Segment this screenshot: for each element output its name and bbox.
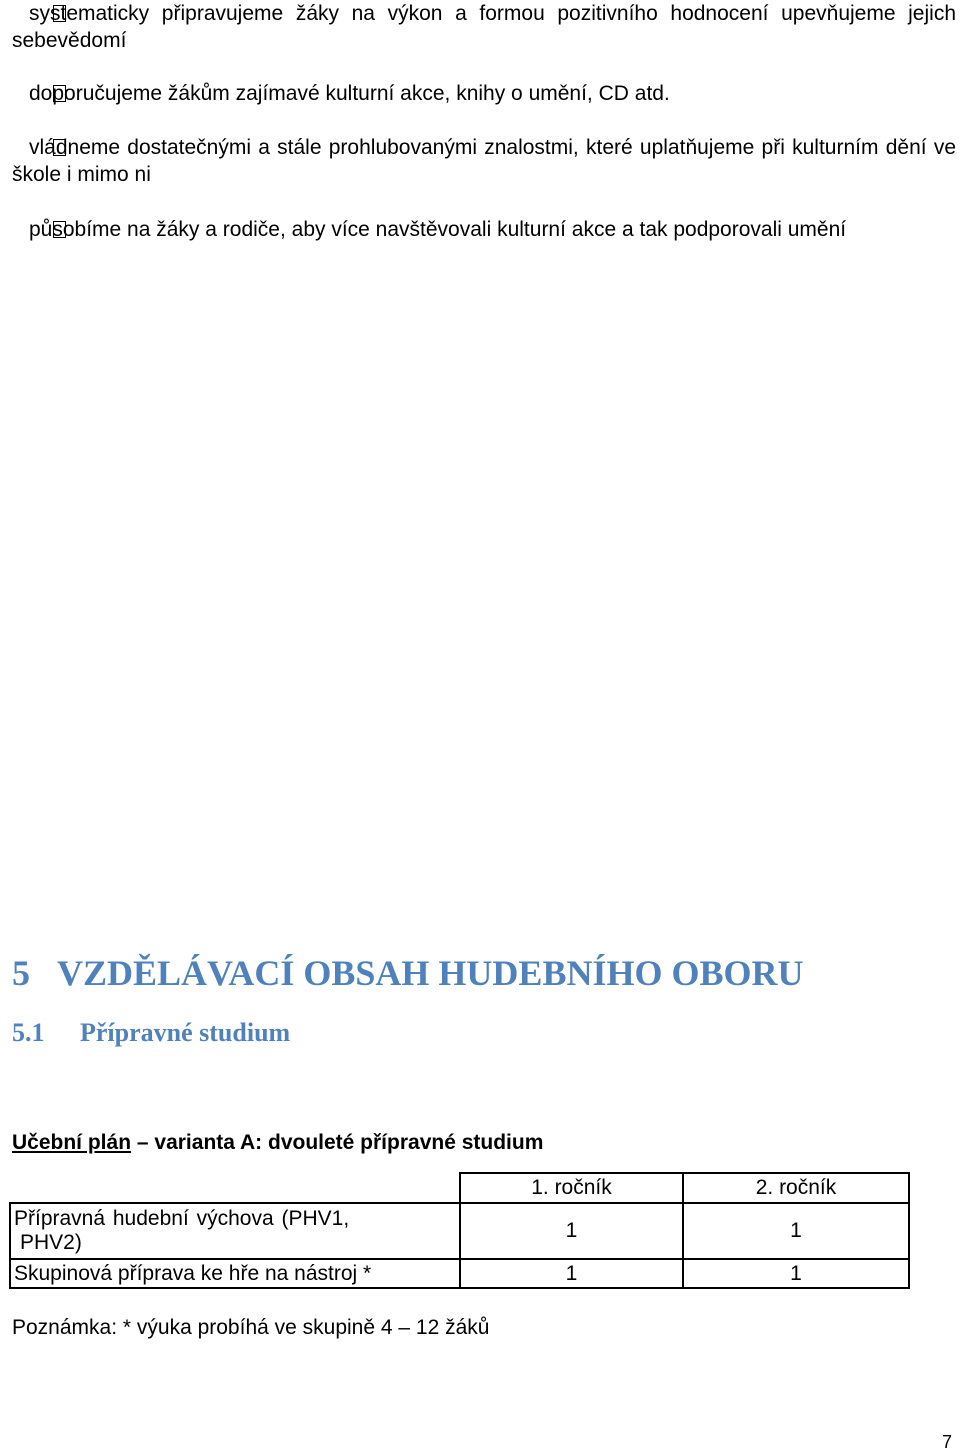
table-header-cell: 2. ročník <box>683 1173 909 1203</box>
table-header-row <box>10 1173 909 1203</box>
bullet-box-icon <box>53 5 66 22</box>
plan-title-dash: – <box>136 1131 149 1154</box>
subject-line: PHV2) <box>20 1231 82 1254</box>
list-item <box>12 216 956 243</box>
list-item-text: působíme na žáky a rodiče, aby více navštěvovali kulturní akce a tak podporovali umění <box>29 218 847 241</box>
list-item <box>12 134 956 188</box>
table-cell: 1 <box>683 1259 909 1288</box>
subsection-title: Přípravné studium <box>80 1018 291 1047</box>
plan-title-rest: varianta A: dvouleté přípravné studium <box>154 1131 544 1154</box>
page-number: 7 <box>942 1432 953 1452</box>
table-note: Poznámka: * výuka probíhá ve skupině 4 – 12 žáků <box>12 1316 490 1339</box>
bullet-box-icon <box>53 139 66 156</box>
list-item-text: vládneme dostatečnými a stále prohlubovanými znalostmi, které uplatňujeme při kulturním dění ve škole i mimo ni <box>12 136 956 186</box>
table-cell: 1 <box>460 1259 683 1288</box>
section-number: 5 <box>12 953 30 993</box>
bullet-box-icon <box>53 85 66 102</box>
table-cell-subject: Skupinová příprava ke hře na nástroj * <box>10 1259 460 1288</box>
table-header-cell: 1. ročník <box>460 1173 683 1203</box>
table-header-cell <box>10 1173 460 1203</box>
plan-title <box>12 1131 543 1155</box>
table-cell: 1 <box>460 1203 683 1259</box>
section-title: VZDĚLÁVACÍ OBSAH HUDEBNÍHO OBORU <box>57 953 804 993</box>
curriculum-table <box>9 1172 910 1289</box>
list-item-text: systematicky připravujeme žáky na výkon a formou pozitivního hodnocení upevňujeme jejich sebevědomí <box>12 2 956 52</box>
list-item <box>12 80 956 107</box>
table-row <box>10 1203 909 1259</box>
table-cell-subject <box>10 1203 460 1259</box>
subject-line: Přípravná hudební výchova (PHV1, <box>14 1207 350 1230</box>
list-item <box>12 0 956 54</box>
list-item-text: doporučujeme žákům zajímavé kulturní akce, knihy o umění, CD atd. <box>29 82 670 105</box>
table-row <box>10 1259 909 1288</box>
table-cell: 1 <box>683 1203 909 1259</box>
subsection-heading <box>12 1018 290 1048</box>
section-heading <box>12 952 803 994</box>
subsection-number: 5.1 <box>12 1018 45 1047</box>
bullet-box-icon <box>53 221 66 238</box>
plan-title-underlined: Učební plán <box>12 1131 132 1154</box>
